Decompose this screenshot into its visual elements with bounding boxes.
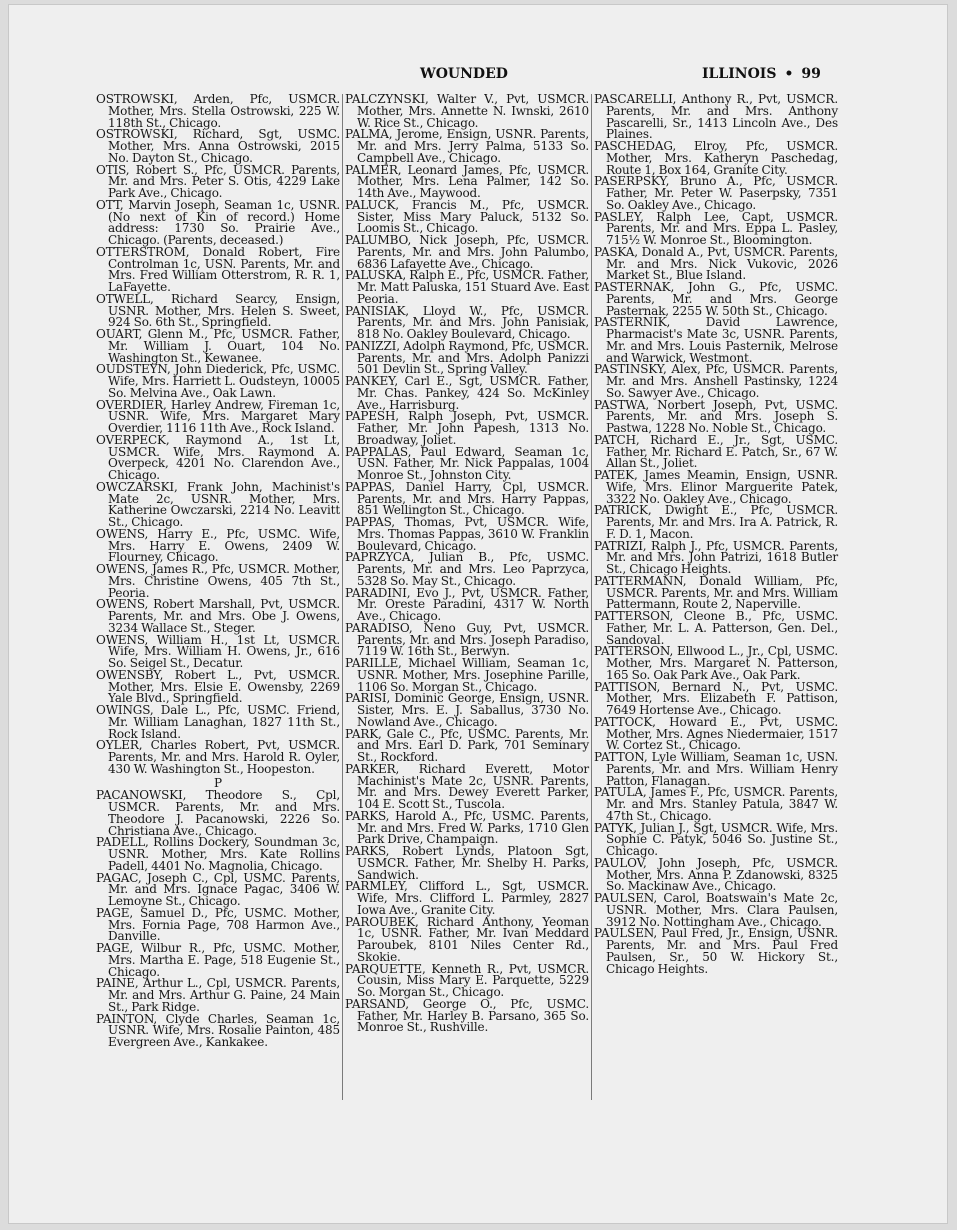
page-header xyxy=(8,66,948,86)
casualty-entry: OUDSTEYN, John Diederick, Pfc, USMC. Wife, Mrs. Harriett L. Oudsteyn, 10005 So. Melvina Ave., Oak Lawn. xyxy=(96,362,340,400)
casualty-entry: PAINE, Arthur L., Cpl, USMCR. Parents, Mr. and Mrs. Arthur G. Paine, 24 Main St., Park Ridge. xyxy=(96,976,340,1014)
casualty-entry: OSTROWSKI, Richard, Sgt, USMC. Mother, Mrs. Anna Ostrowski, 2015 No. Dayton St., Chicago. xyxy=(96,127,340,165)
page-number: 99 xyxy=(801,66,821,82)
casualty-entry: PAULSEN, Paul Fred, Jr., Ensign, USNR. Parents, Mr. and Mrs. Paul Fred Paulsen, Sr., 50 W. Hickory St., Chicago Heights. xyxy=(594,926,838,976)
casualty-entry: OVERPECK, Raymond A., 1st Lt, USMCR. Wife, Mrs. Raymond A. Overpeck, 4201 No. Clarendon Ave., Chicago. xyxy=(96,432,340,482)
casualty-entry: OWENS, William H., 1st Lt, USMCR. Wife, Mrs. William H. Owens, Jr., 616 So. Seigel St., Decatur. xyxy=(96,632,340,670)
casualty-entry: PASTWA, Norbert Joseph, Pvt, USMC. Parents, Mr. and Mrs. Joseph S. Pastwa, 1228 No. Noble St., Chicago. xyxy=(594,397,838,435)
casualty-entry: PARQUETTE, Kenneth R., Pvt, USMCR. Cousin, Miss Mary E. Parquette, 5229 So. Morgan St., Chicago. xyxy=(345,961,589,999)
casualty-entry: PAPPAS, Thomas, Pvt, USMCR. Wife, Mrs. Thomas Pappas, 3610 W. Franklin Boulevard, Chicago. xyxy=(345,515,589,553)
casualty-entry: PAGE, Wilbur R., Pfc, USMC. Mother, Mrs. Martha E. Page, 518 Eugenie St., Chicago. xyxy=(96,941,340,979)
casualty-entry: OWENS, James R., Pfc, USMCR. Mother, Mrs. Christine Owens, 405 7th St., Peoria. xyxy=(96,562,340,600)
casualty-entry: OWINGS, Dale L., Pfc, USMC. Friend, Mr. William Lanaghan, 1827 11th St., Rock Island. xyxy=(96,703,340,741)
casualty-entry: PASCARELLI, Anthony R., Pvt, USMCR. Parents, Mr. and Mrs. Anthony Pascarelli, Sr., 1413 Lincoln Ave., Des Plaines. xyxy=(594,92,838,142)
casualty-entry: PAPESH, Ralph Joseph, Pvt, USMCR. Father, Mr. John Papesh, 1313 No. Broadway, Joliet. xyxy=(345,409,589,447)
casualty-entry: PATTOCK, Howard E., Pvt, USMC. Mother, Mrs. Agnes Niedermaier, 1517 W. Cortez St., Chicago. xyxy=(594,714,838,753)
casualty-entry: PALUCK, Francis M., Pfc, USMCR. Sister, Miss Mary Paluck, 5132 So. Loomis St., Chicago. xyxy=(345,197,589,236)
column-divider xyxy=(342,94,343,1100)
casualty-entry: PATTERSON, Ellwood L., Jr., Cpl, USMC. Mother, Mrs. Margaret N. Patterson, 165 So. Oak Park Ave., Oak Park. xyxy=(594,644,838,682)
casualty-entry: PADELL, Rollins Dockery, Soundman 3c, USNR. Mother, Mrs. Kate Rollins Padell, 4401 No. Magnolia, Chicago. xyxy=(96,835,340,873)
casualty-entry: PARISI, Dominic George, Ensign, USNR. Sister, Mrs. E. J. Saballus, 3730 No. Nowland Ave., Chicago. xyxy=(345,691,589,729)
column-3 xyxy=(594,94,838,975)
casualty-entry: PARK, Gale C., Pfc, USMC. Parents, Mr. and Mrs. Earl D. Park, 701 Seminary St., Rockford. xyxy=(345,726,589,764)
casualty-entry: PATTON, Lyle William, Seaman 1c, USN. Parents, Mr. and Mrs. William Henry Patton, Flanagan. xyxy=(594,750,838,788)
casualty-entry: PAINTON, Clyde Charles, Seaman 1c, USNR. Wife, Mrs. Rosalie Painton, 485 Evergreen Ave., Kankakee. xyxy=(96,1011,340,1049)
casualty-entry: PASLEY, Ralph Lee, Capt, USMCR. Parents, Mr. and Mrs. Eppa L. Pasley, 715½ W. Monroe St., Bloomington. xyxy=(594,209,838,247)
casualty-entry: OTWELL, Richard Searcy, Ensign, USNR. Mother, Mrs. Helen S. Sweet, 924 So. 6th St., Springfield. xyxy=(96,291,340,330)
casualty-entry: OSTROWSKI, Arden, Pfc, USMCR. Mother, Mrs. Stella Ostrowski, 225 W. 118th St., Chicago. xyxy=(96,92,340,130)
casualty-entry: PARKS, Harold A., Pfc, USMC. Parents, Mr. and Mrs. Fred W. Parks, 1710 Glen Park Drive, Champaign. xyxy=(345,808,589,847)
casualty-entry: PAULOV, John Joseph, Pfc, USMCR. Mother, Mrs. Anna P. Zdanowski, 8325 So. Mackinaw Ave., Chicago. xyxy=(594,855,838,894)
casualty-entry: PACANOWSKI, Theodore S., Cpl, USMCR. Parents, Mr. and Mrs. Theodore J. Pacanowski, 2226 So. Christiana Ave., Chicago. xyxy=(96,788,340,838)
casualty-entry: PARMLEY, Clifford L., Sgt, USMCR. Wife, Mrs. Clifford L. Parmley, 2827 Iowa Ave., Granite City. xyxy=(345,879,589,917)
casualty-entry: OWENS, Harry E., Pfc, USMC. Wife, Mrs. Harry E. Owens, 2409 W. Flourney, Chicago. xyxy=(96,526,340,565)
bullet-separator: • xyxy=(784,66,794,82)
section-letter: P xyxy=(213,775,223,790)
casualty-entry: OWCZARSKI, Frank John, Machinist's Mate 2c, USNR. Mother, Mrs. Katherine Owczarski, 2214 No. Leavitt St., Chicago. xyxy=(96,479,340,529)
state-title: ILLINOIS xyxy=(702,66,777,82)
casualty-entry: OTT, Marvin Joseph, Seaman 1c, USNR. (No next of Kin of record.) Home address: 1730 So. Prairie Ave., Chicago. (Parents, deceased.) xyxy=(96,197,340,247)
casualty-entry: PANKEY, Carl E., Sgt, USMCR. Father, Mr. Chas. Pankey, 424 So. McKinley Ave., Harrisburg. xyxy=(345,374,589,412)
casualty-entry: PATRICK, Dwight E., Pfc, USMCR. Parents, Mr. and Mrs. Ira A. Patrick, R. F. D. 1, Macon. xyxy=(594,503,838,541)
casualty-entry: OVERDIER, Harley Andrew, Fireman 1c, USNR. Wife, Mrs. Margaret Mary Overdier, 1116 11th Ave., Rock Island. xyxy=(96,397,340,435)
casualty-entry: PAGE, Samuel D., Pfc, USMC. Mother, Mrs. Fornia Page, 708 Harmon Ave., Danville. xyxy=(96,905,340,944)
casualty-entry: PATCH, Richard E., Jr., Sgt, USMC. Father, Mr. Richard E. Patch, Sr., 67 W. Allan St., Joliet. xyxy=(594,432,838,471)
casualty-entry: PATTERSON, Cleone B., Pfc, USMC. Father, Mr. L. A. Patterson, Gen. Del., Sandoval. xyxy=(594,609,838,647)
casualty-entry: OTIS, Robert S., Pfc, USMCR. Parents, Mr. and Mrs. Peter S. Otis, 4229 Lake Park Ave., Chicago. xyxy=(96,162,340,200)
casualty-entry: OWENSBY, Robert L., Pvt, USMCR. Mother, Mrs. Elsie E. Owensby, 2269 Yale Blvd., Springfield. xyxy=(96,667,340,706)
column-divider xyxy=(591,94,592,1100)
casualty-entry: PASKA, Donald A., Pvt, USMCR. Parents, Mr. and Mrs. Nick Vukovic, 2026 Market St., Blue Island. xyxy=(594,244,838,283)
casualty-entry: PASTINSKY, Alex, Pfc, USMCR. Parents, Mr. and Mrs. Anshell Pastinsky, 1224 So. Sawyer Ave., Chicago. xyxy=(594,362,838,400)
casualty-entry: PANIZZI, Adolph Raymond, Pfc, USMCR. Parents, Mr. and Mrs. Adolph Panizzi 501 Devlin St., Spring Valley. xyxy=(345,338,589,377)
casualty-entry: PARKS, Robert Lynds, Platoon Sgt, USMCR. Father, Mr. Shelby H. Parks, Sandwich. xyxy=(345,844,589,882)
casualty-entry: PARADISO, Neno Guy, Pvt, USMCR. Parents, Mr. and Mrs. Joseph Paradiso, 7119 W. 16th St., Berwyn. xyxy=(345,620,589,659)
casualty-entry: PASTERNIK, David Lawrence, Pharmacist's Mate 3c, USNR. Parents, Mr. and Mrs. Louis Pasternik, Melrose and Warwick, Westmont. xyxy=(594,315,838,365)
casualty-entry: PATRIZI, Ralph J., Pfc, USMCR. Parents, Mr. and Mrs. John Patrizi, 1618 Butler St., Chicago Heights. xyxy=(594,538,838,576)
casualty-entry: PASTERNAK, John G., Pfc, USMC. Parents, Mr. and Mrs. George Pasternak, 2255 W. 50th St., Chicago. xyxy=(594,280,838,318)
casualty-entry: OWENS, Robert Marshall, Pvt, USMCR. Parents, Mr. and Mrs. Obe J. Owens, 3234 Wallace St., Steger. xyxy=(96,597,340,635)
casualty-entry: PASERPSKY, Bruno A., Pfc, USMCR. Father, Mr. Peter W. Paserpsky, 7351 So. Oakley Ave., Chicago. xyxy=(594,174,838,212)
casualty-entry: PAROUBEK, Richard Anthony, Yeoman 1c, USNR. Father, Mr. Ivan Meddard Paroubek, 8101 Niles Center Rd., Skokie. xyxy=(345,914,589,964)
document-page xyxy=(8,4,948,1224)
casualty-entry: PATULA, James F., Pfc, USMCR. Parents, Mr. and Mrs. Stanley Patula, 3847 W. 47th St., Chicago. xyxy=(594,785,838,823)
casualty-entry: PAGAC, Joseph C., Cpl, USMC. Parents, Mr. and Mrs. Ignace Pagac, 3406 W. Lemoyne St., Chicago. xyxy=(96,870,340,908)
casualty-entry: PAPRZYCA, Julian B., Pfc, USMC. Parents, Mr. and Mrs. Leo Paprzyca, 5328 So. May St., Chicago. xyxy=(345,550,589,588)
column-1 xyxy=(96,94,340,1049)
casualty-entry: PALMER, Leonard James, Pfc, USMCR. Mother, Mrs. Lena Palmer, 142 So. 14th Ave., Maywood. xyxy=(345,162,589,200)
section-title: WOUNDED xyxy=(420,66,508,82)
casualty-entry: PARADINI, Evo J., Pvt, USMCR. Father, Mr. Oreste Paradini, 4317 W. North Ave., Chicago. xyxy=(345,585,589,623)
casualty-entry: PAULSEN, Carol, Boatswain's Mate 2c, USNR. Mother, Mrs. Clara Paulsen, 3912 No. Nottingham Ave., Chicago. xyxy=(594,891,838,929)
casualty-entry: PARILLE, Michael William, Seaman 1c, USNR. Mother, Mrs. Josephine Parille, 1106 So. Morgan St., Chicago. xyxy=(345,656,589,694)
casualty-entry: PASCHEDAG, Elroy, Pfc, USMCR. Mother, Mrs. Katheryn Paschedag, Route 1, Box 164, Granite City. xyxy=(594,139,838,177)
casualty-entry: PALMA, Jerome, Ensign, USNR. Parents, Mr. and Mrs. Jerry Palma, 5133 So. Campbell Ave., Chicago. xyxy=(345,127,589,165)
casualty-entry: OUART, Glenn M., Pfc, USMCR. Father, Mr. William J. Ouart, 104 No. Washington St., Kewanee. xyxy=(96,327,340,365)
casualty-entry: PATYK, Julian J., Sgt, USMCR. Wife, Mrs. Sophie C. Patyk, 5046 So. Justine St., Chicago. xyxy=(594,820,838,858)
casualty-entry: PATTERMANN, Donald William, Pfc, USMCR. Parents, Mr. and Mrs. William Pattermann, Route 2, Naperville. xyxy=(594,573,838,612)
column-2 xyxy=(345,94,589,1034)
casualty-entry: PARSAND, George O., Pfc, USMC. Father, Mr. Harley B. Parsano, 365 So. Monroe St., Rushville. xyxy=(345,996,589,1035)
running-head xyxy=(702,66,821,82)
casualty-entry: PALUSKA, Ralph E., Pfc, USMCR. Father, Mr. Matt Paluska, 151 Stuard Ave. East Peoria. xyxy=(345,268,589,306)
casualty-entry: OYLER, Charles Robert, Pvt, USMCR. Parents, Mr. and Mrs. Harold R. Oyler, 430 W. Washington St., Hoopeston. xyxy=(96,738,340,776)
casualty-entry: PATTISON, Bernard N., Pvt, USMC. Mother, Mrs. Elizabeth F. Pattison, 7649 Hortense Ave., Chicago. xyxy=(594,679,838,717)
casualty-entry: PALUMBO, Nick Joseph, Pfc, USMCR. Parents, Mr. and Mrs. John Palumbo, 6836 Lafayette Ave., Chicago. xyxy=(345,233,589,271)
casualty-entry: OTTERSTROM, Donald Robert, Fire Controlman 1c, USN. Parents, Mr. and Mrs. Fred William Otterstrom, R. R. 1, LaFayette. xyxy=(96,244,340,294)
casualty-entry: PANISIAK, Lloyd W., Pfc, USMCR. Parents, Mr. and Mrs. John Panisiak, 818 No. Oakley Boulevard, Chicago. xyxy=(345,303,589,341)
casualty-entry: PALCZYNSKI, Walter V., Pvt, USMCR. Mother, Mrs. Annette N. Iwnski, 2610 W. Rice St., Chicago. xyxy=(345,92,589,130)
casualty-entry: PAPPALAS, Paul Edward, Seaman 1c, USN. Father, Mr. Nick Pappalas, 1004 Monroe St., Johnston City. xyxy=(345,444,589,482)
casualty-entry: PATEK, James Meamin, Ensign, USNR. Wife, Mrs. Elinor Marguerite Patek, 3322 No. Oakley Ave., Chicago. xyxy=(594,468,838,506)
casualty-entry: PARKER, Richard Everett, Motor Machinist's Mate 2c, USNR. Parents, Mr. and Mrs. Dewey Everett Parker, 104 E. Scott St., Tuscola. xyxy=(345,761,589,811)
casualty-entry: PAPPAS, Daniel Harry, Cpl, USMCR. Parents, Mr. and Mrs. Harry Pappas, 851 Wellington St., Chicago. xyxy=(345,479,589,518)
